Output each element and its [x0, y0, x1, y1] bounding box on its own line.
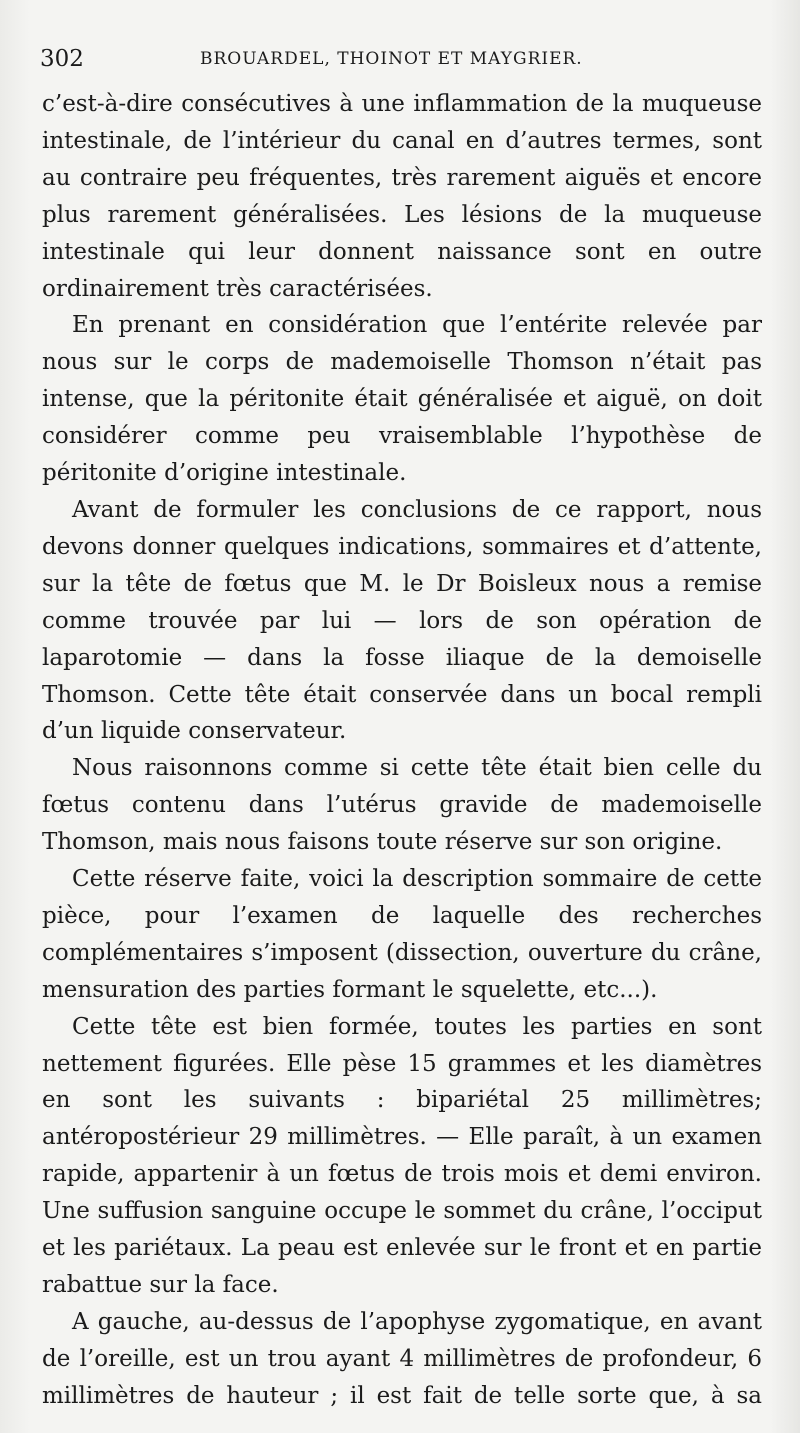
paragraph-3: Avant de formuler les conclusions de ce rapport, nous devons donner quelques indications, sommaires et d’attente, sur la tête de fœtus que M. le Dr Boisleux nous a remise comme trouvée par lui — lors de son opération de laparotomie — dans la fosse iliaque de la demoiselle Thomson. Cette tête était conservée dans un bocal rempli d’un liquide conservateur.	[42, 496, 762, 745]
page-number: 302	[40, 46, 84, 72]
paragraph-6: Cette tête est bien formée, toutes les parties en sont nettement figurées. Elle pèse 15 grammes et les diamètres en sont les suivants : bipariétal 25 millimètres; antéropostérieur 29 millimètres. — Elle paraît, à un examen rapide, appartenir à un fœtus de trois mois et demi environ. Une suffusion sanguine occupe le sommet du crâne, l’occiput et les pariétaux. La peau est enlevée sur le front et en partie rabattue sur la face.	[42, 1013, 762, 1298]
paragraph-7: A gauche, au-dessus de l’apophyse zygomatique, en avant de l’oreille, est un trou ayant 4 millimètres de profondeur, 6 millimètres de hauteur ; il est fait de telle sorte que, à sa	[42, 1308, 762, 1409]
paragraph-5: Cette réserve faite, voici la description sommaire de cette pièce, pour l’examen de laquelle des recherches complémentaires s’imposent (dissection, ouverture du crâne, mensuration des parties formant le squelette, etc...).	[42, 866, 762, 1003]
page-header	[40, 40, 760, 74]
paragraph-1: c’est-à-dire consécutives à une inflammation de la muqueuse intestinale, de l’intérieur du canal en d’autres termes, sont au contraire peu fréquentes, très rarement aiguës et encore plus rarement généralisées. Les lésions de la muqueuse intestinale qui leur donnent naissance sont en outre ordinairement très caractérisées.	[42, 91, 762, 302]
body-text	[42, 86, 762, 1415]
paragraph-4: Nous raisonnons comme si cette tête était bien celle du fœtus contenu dans l’utérus gravide de mademoiselle Thomson, mais nous faisons toute réserve sur son origine.	[42, 755, 762, 856]
running-head: BROUARDEL, THOINOT ET MAYGRIER.	[200, 49, 583, 69]
paragraph-2: En prenant en considération que l’entérite relevée par nous sur le corps de mademoiselle Thomson n’était pas intense, que la péritonite était généralisée et aiguë, on doit considérer comme peu vraisemblable l’hypothèse de péritonite d’origine intestinale.	[42, 312, 762, 487]
